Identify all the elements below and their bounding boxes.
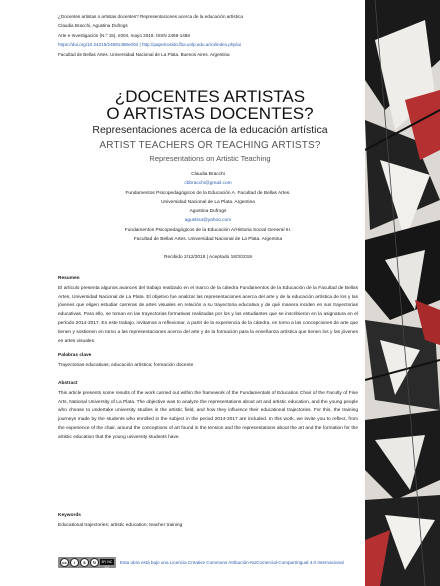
cc-license-badge[interactable] xyxy=(58,557,116,568)
author-affiliation-1b: Universidad Nacional de La Plata. Argentina xyxy=(161,199,255,205)
cc-badge-text: BY NC SA xyxy=(101,560,113,570)
abstract-body: This article presents some results of the work carried out within the framework of the Fundamentals of Education Chair of the Faculty of Fine Arts, National University of La Plata. The objective was to analyze the representations about art and artistic education, and the young people who choose to undertake university studies in the artistic field, and how they influence their educational trajectories. For this, the training journeys made by the students who enrolled in the subject in the period 2014-2017 are included. In this work, we invite you to reflect, from the experience of the chair, around the conceptions of art found in the tension and the representations about the art and the formation for the artistic education that the young university students have. xyxy=(58,390,358,440)
article-subtitle: Representaciones acerca de la educación artística xyxy=(92,124,328,136)
author-block xyxy=(58,170,358,244)
author-name-1: Claudia Bracchi xyxy=(191,172,225,177)
resumen-heading: Resumen xyxy=(58,276,80,281)
resumen-body: El artículo presenta algunos avances del trabajo realizado en el marco de la cátedra Fundamentos de la Educación de la Facultad de Bellas Artes, Universidad Nacional de La Plata. El objetivo fue analizar las representaciones acerca del arte y de la educación artística de los y las jóvenes que eligen estudiar carreras de artes visuales en relación a su trayectoria educativa y de qué manera inciden en sus trayectorias educativas. Para ello, se toman en las trayectorias formativas realizadas por los y las estudiantes que se inscribieron en la asignatura en el período 2014-2017. En este trabajo, invitamos a reflexionar, a partir de la experiencia de la cátedra, en torno a las concepciones de arte que tienen y sostienen en torno a las representaciones acerca del arte y de la formación para la enseñanza artística que tienen los y las jóvenes en artes visuales. xyxy=(58,285,358,344)
english-subtitle: Representations on Artistic Teaching xyxy=(149,154,271,163)
abstract-section xyxy=(58,380,358,443)
keywords-heading: Keywords xyxy=(58,513,81,518)
decorative-artwork-strip xyxy=(365,0,440,586)
resumen-section xyxy=(58,275,358,346)
keywords-section xyxy=(58,512,358,531)
author-email-1[interactable]: cbbracchi@gmail.com xyxy=(184,181,232,187)
license-link[interactable]: Esta obra está bajo una Licencia Creative Commons Atribución-NoComercial-CompartirIgual 4.0 Internacional xyxy=(120,559,344,565)
keywords-body: Educational trajectories; artistic education; teacher training xyxy=(58,522,183,528)
header-journal-line: Arte e Investigación (N.º 15), e004, mayo 2019. ISSN 2469-1488 xyxy=(58,32,190,38)
author-name-2: Agustina Dufrogs xyxy=(189,209,227,215)
by-icon: i xyxy=(70,558,79,567)
abstract-art-image xyxy=(365,0,440,586)
sa-icon: ↻ xyxy=(90,558,99,567)
abstract-heading: Abstract xyxy=(58,381,78,386)
author-affiliation-1a: Fundamentos Psicopedagógicos de la Educación A. Facultad de Bellas Artes. xyxy=(125,190,291,196)
palabras-clave-section xyxy=(58,352,358,371)
author-affiliation-2b: Facultad de Bellas Artes. Universidad Nacional de La Plata. Argentina xyxy=(133,237,283,243)
palabras-clave-body: Trayectorias educativas; educación artística; formación docente xyxy=(58,362,194,368)
header-title-line: ¿Docentes artistas o artistas docentes? Representaciones acerca de la educación artística xyxy=(58,14,243,19)
header-authors-line: Claudia Bracchi, Agustina Dufrogs xyxy=(58,23,128,29)
nc-icon: $ xyxy=(80,558,89,567)
header-doi-link[interactable]: https://doi.org/10.24215/24691488e004 | http://papelcosido.fba.unlp.edu.ar/oi/index.php/ai xyxy=(58,42,241,48)
english-title: ARTIST TEACHERS OR TEACHING ARTISTS? xyxy=(99,140,321,151)
cc-icon: cc xyxy=(60,558,69,567)
received-accepted-dates: Recibido 2/12/2018 | Aceptado 18/3/2019 xyxy=(164,255,252,260)
author-affiliation-2a: Fundamentos Psicopedagógicos de la Educación A/Historia Social General III. xyxy=(124,227,292,233)
header-metadata xyxy=(58,12,358,59)
palabras-clave-heading: Palabras clave xyxy=(58,353,92,358)
license-footer xyxy=(58,557,378,570)
article-title-line2: O ARTISTAS DOCENTES? xyxy=(106,104,314,123)
author-email-2[interactable]: agustina@yahoo.com xyxy=(184,218,232,224)
article-title-line1: ¿DOCENTES ARTISTAS xyxy=(114,87,306,106)
header-institution-line: Facultad de Bellas Artes. Universidad Nacional de La Plata. Buenos Aires. Argentina xyxy=(58,51,230,57)
